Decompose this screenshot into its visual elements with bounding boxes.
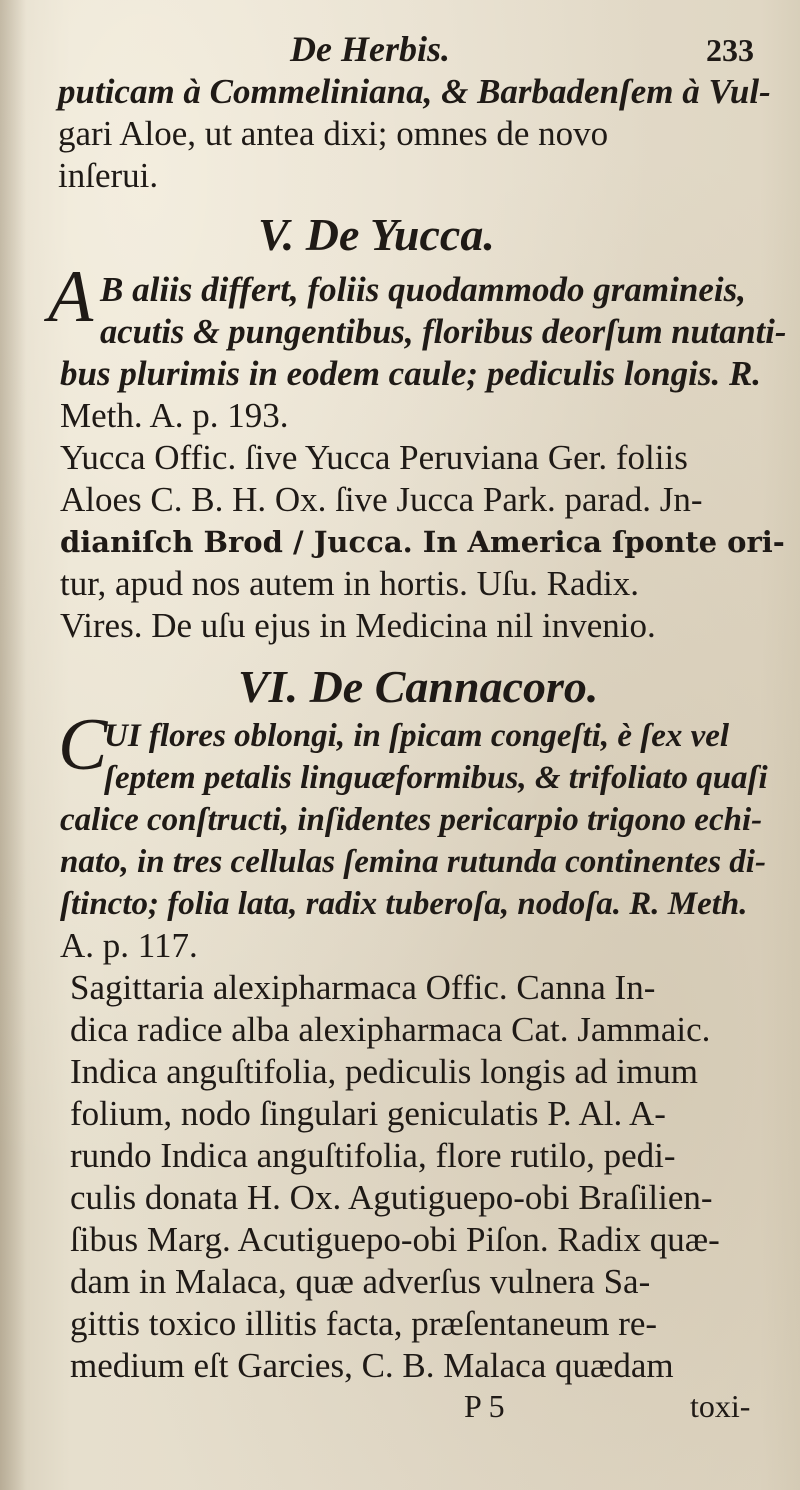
text-line: calice conſtructi, inſidentes pericarpio trigono echi- [60,802,763,838]
text-line: tur, apud nos autem in hortis. Uſu. Radix. [60,564,639,603]
text-line: puticam à Commeliniana, & Barbadenſem à Vul- [58,72,771,111]
text-line: Meth. A. p. 193. [60,396,289,435]
text-line: dica radice alba alexipharmaca Cat. Jammaic. [70,1010,711,1049]
text-line: culis donata H. Ox. Agutiguepo-obi Braſilien- [70,1178,713,1217]
text-line: B aliis differt, foliis quodammodo gramineis, [100,270,746,309]
text-line: nato, in tres cellulas ſemina rutunda continentes di- [60,844,766,880]
text-line: ſeptem petalis linguæformibus, & trifoliato quaſi [104,760,768,796]
section-title-cannacoro: VI. De Cannacoro. [238,661,599,712]
drop-cap: C [58,704,108,786]
catchword: toxi- [690,1388,751,1424]
gutter-shadow [0,0,26,1490]
text-line: A. p. 117. [60,926,198,965]
running-header: De Herbis. [290,29,450,69]
text-line: rundo Indica anguſtifolia, flore rutilo, pedi- [70,1136,676,1175]
text-line: ſibus Marg. Acutiguepo-obi Piſon. Radix quæ- [70,1220,720,1259]
page-number: 233 [706,32,754,68]
text-line: Vires. De uſu ejus in Medicina nil invenio. [60,606,656,645]
text-line: Indica anguſtifolia, pediculis longis ad imum [70,1052,698,1091]
text-line: medium eſt Garcies, C. B. Malaca quædam [70,1346,674,1385]
text-line: Yucca Offic. ſive Yucca Peruviana Ger. foliis [60,438,688,477]
text-line: gittis toxico illitis facta, præſentaneum re- [70,1304,658,1343]
text-line: dam in Malaca, quæ adverſus vulnera Sa- [70,1262,651,1301]
section-title-yucca: V. De Yucca. [258,209,495,260]
text-line: ſtincto; folia lata, radix tuberoſa, nodoſa. R. Meth. [60,886,748,922]
text-line: Sagittaria alexipharmaca Offic. Canna In- [70,968,656,1007]
text-line: bus plurimis in eodem caule; pediculis longis. R. [60,354,762,393]
text-line: Aloes C. B. H. Ox. ſive Jucca Park. parad. Jn- [60,480,703,519]
signature-mark: P 5 [464,1388,505,1424]
text-line: gari Aloe, ut antea dixi; omnes de novo [58,114,609,153]
text-line: acutis & pungentibus, floribus deorſum nutanti- [100,313,787,351]
text-line: dianiſch Brod / Jucca. In America ſponte ori- [60,525,785,559]
text-line: folium, nodo ſingulari geniculatis P. Al. A- [70,1094,666,1133]
text-line: inſerui. [58,156,159,195]
text-line: UI flores oblongi, in ſpicam congeſti, è ſex vel [104,718,730,754]
drop-cap: A [48,256,94,338]
